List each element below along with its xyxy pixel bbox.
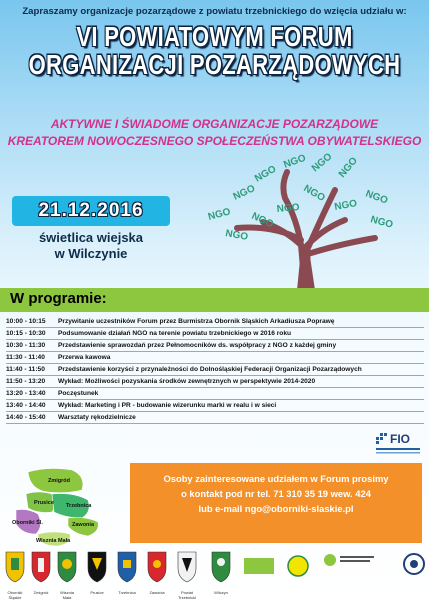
crest-label-zawonia: Zawonia [149, 590, 165, 595]
svg-text:NGO: NGO [253, 163, 279, 185]
svg-text:NGO: NGO [369, 214, 395, 231]
agenda-time: 14:40 - 15:40 [6, 414, 46, 421]
agenda-desc: Przedstawienie sprawozdań przez Pełnomocników ds. współpracy z NGO z każdej gminy [58, 342, 337, 349]
crest-label-trzebnica: Trzebnica [118, 590, 136, 595]
contact-line-2: o kontakt pod nr tel. 71 310 35 19 wew. 424 [181, 488, 371, 499]
program-title: W programie: [10, 290, 107, 307]
agenda-desc: Warsztaty rękodzielnicze [58, 414, 136, 421]
map-label-prusice: Prusice [34, 500, 54, 506]
crest-label-prusice: Prusice [90, 590, 104, 595]
svg-text:NGO: NGO [309, 151, 335, 175]
agenda-row [6, 388, 424, 400]
agenda-time: 10:00 - 10:15 [6, 318, 46, 325]
fio-logo-text: FIO [390, 432, 410, 446]
crest-label-powiat: Powiat Trzebnicki [177, 590, 197, 600]
crest-label-zmigrod: Żmigród [33, 590, 49, 595]
crest-trzebnica [118, 552, 136, 582]
fio-logo [374, 428, 422, 458]
svg-text:NGO: NGO [206, 206, 232, 223]
svg-text:NGO: NGO [363, 188, 390, 207]
crest-prusice [88, 552, 106, 582]
crest-label-wisznia: Wisznia Mała [59, 590, 74, 600]
agenda-row [6, 316, 424, 328]
contact-line-1: Osoby zainteresowane udziałem w Forum prosimy [163, 473, 389, 484]
event-date: 21.12.2016 [12, 196, 170, 226]
agenda-time: 11:40 - 11:50 [6, 366, 45, 373]
agenda-desc: Poczęstunek [58, 390, 99, 397]
ngo-tree-illustration [185, 150, 410, 290]
agenda-row [6, 376, 424, 388]
crest-wilczyn [212, 552, 230, 582]
agenda-desc: Przywitanie uczestników Forum przez Burmistrza Obornik Śląskich Arkadiusza Poprawę [58, 318, 335, 325]
forum-title-line-1: VI POWIATOWYM FORUM [76, 20, 353, 52]
subtitle-line-1: AKTYWNE I ŚWIADOME ORGANIZACJE POZARZĄDOWE [50, 117, 379, 131]
map-label-trzebnica: Trzebnica [66, 503, 92, 509]
intro-text: Zapraszamy organizacje pozarządowe z powiatu trzebnickiego do wzięcia udziału w: [22, 6, 407, 17]
agenda-time: 10:30 - 11:30 [6, 342, 46, 349]
ngo-partner-logo [244, 556, 308, 576]
agenda-row [6, 352, 424, 364]
crest-label-wilczyn: Wilczyn [214, 590, 228, 595]
svg-text:NGO: NGO [282, 152, 308, 171]
program-agenda [6, 316, 424, 424]
svg-text:NGO: NGO [301, 183, 327, 204]
agenda-time: 11:30 - 11:40 [6, 354, 45, 361]
svg-text:NGO: NGO [231, 183, 257, 203]
crest-label-oborniki: Oborniki Śląskie [7, 590, 23, 600]
agenda-row [6, 400, 424, 412]
crest-powiat [178, 552, 196, 582]
agenda-desc: Przedstawienie korzyści z przynależności do Dolnośląskiej Federacji Organizacji Pozarządowych [58, 366, 362, 373]
agenda-time: 11:50 - 13:20 [6, 378, 46, 385]
crest-oborniki [6, 552, 24, 582]
map-label-oborniki: Oborniki Śl. [12, 520, 43, 526]
svg-text:NGO: NGO [249, 210, 276, 231]
agenda-desc: Przerwa kawowa [58, 354, 111, 361]
svg-text:NGO: NGO [333, 198, 358, 213]
agenda-row [6, 412, 424, 424]
agenda-desc: Wykład: Marketing i PR - budowanie wizerunku marki w realu i w sieci [58, 402, 277, 409]
agenda-row [6, 340, 424, 352]
federation-logo [404, 554, 424, 574]
agenda-row [6, 328, 424, 340]
agenda-time: 13:40 - 14:40 [6, 402, 46, 409]
crest-zawonia [148, 552, 166, 582]
agenda-desc: Wykład: Możliwości pozyskania środków zewnętrznych w perspektywie 2014-2020 [58, 378, 316, 385]
map-label-wisznia: Wisznia Mała [36, 538, 71, 544]
event-venue [12, 230, 170, 262]
agenda-time: 13:20 - 13:40 [6, 390, 46, 397]
map-label-zawonia: Zawonia [72, 522, 95, 528]
svg-text:NGO: NGO [224, 228, 249, 243]
forum-title-line-2: ORGANIZACJI POZARZĄDOWYCH [28, 48, 401, 80]
map-label-zmigrod: Zmigród [48, 478, 70, 484]
subtitle-line-2: KREATOREM NOWOCZESNEGO SPOŁECZEŃSTWA OBYWATELSKIEGO [7, 134, 422, 148]
svg-text:NGO: NGO [336, 155, 360, 180]
crest-wisznia [58, 552, 76, 582]
punkt-logo [324, 554, 374, 566]
agenda-time: 10:15 - 10:30 [6, 330, 46, 337]
crest-zmigrod [32, 552, 50, 582]
agenda-row [6, 364, 424, 376]
svg-text:NGO: NGO [276, 202, 300, 215]
contact-email[interactable]: lub e-mail ngo@oborniki-slaskie.pl [198, 503, 354, 514]
venue-line-1: świetlica wiejska [38, 230, 144, 245]
contact-box [130, 463, 422, 543]
venue-line-2: w Wilczynie [54, 246, 128, 261]
agenda-desc: Podsumowanie działań NGO na terenie powiatu trzebnickiego w 2016 roku [58, 330, 292, 337]
